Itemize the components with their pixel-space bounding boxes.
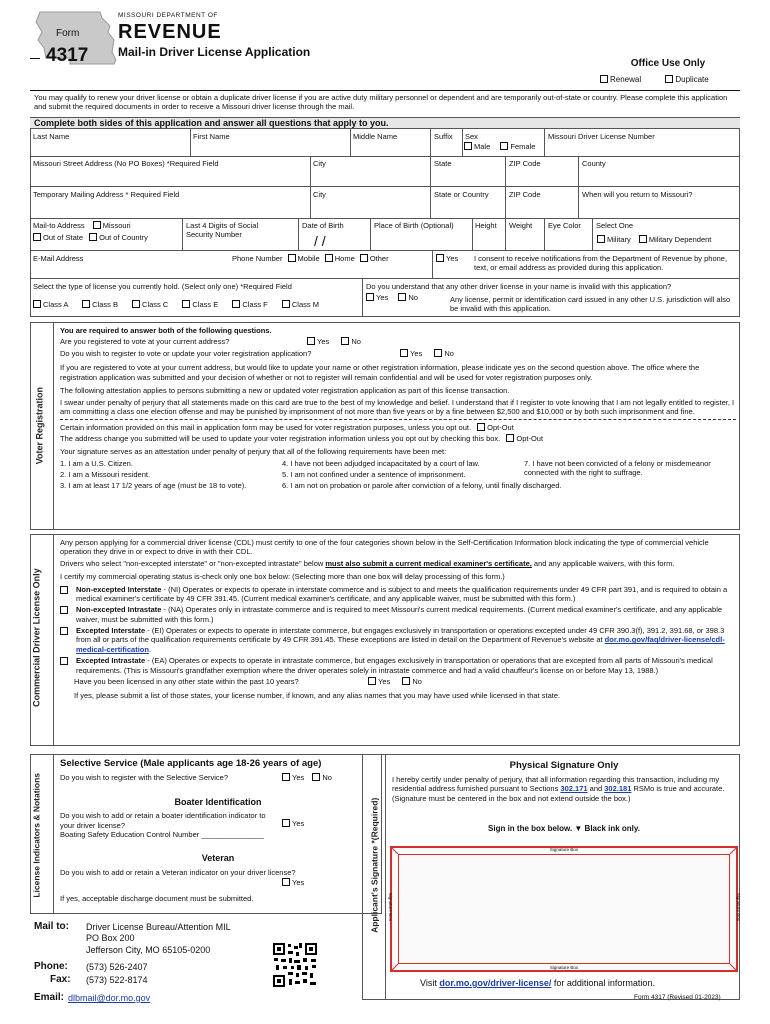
sign-instruction: Sign in the box below. ▼ Black ink only. [488,824,640,833]
class-a-label: Class A [43,300,69,309]
military-dep-checkbox[interactable] [639,235,647,243]
voter-must-answer: You are required to answer both of the following questions. [60,326,272,335]
req-2: 2. I am a Missouri resident. [60,469,151,479]
home-label: Home [334,254,355,263]
voter-q1: Are you registered to vote at your current address? [60,337,230,347]
cdl-ei-title: Excepted Interstate [76,626,146,635]
dob-label: Date of Birth [302,221,344,230]
invalid-no-checkbox[interactable] [398,293,406,301]
first-name-label: First Name [193,132,230,141]
mo-dl-number-label: Missouri Driver License Number [548,132,655,141]
other-checkbox[interactable] [360,254,368,262]
phone-label: Phone Number [232,254,283,263]
voter-q2-no-label: No [444,349,454,359]
cdl-medical-link[interactable]: dor.mo.gov/faq/driver-license/cdl-medical-certification [76,635,725,654]
form-title: Mail-in Driver License Application [118,45,311,59]
invalid-no-label: No [408,293,418,302]
cdl-q-no-label: No [412,676,422,686]
ss-no-label: No [322,772,332,782]
invalid-question: Do you understand that any other driver license in your name is invalid with this application? [366,282,672,291]
military-label: Military [607,235,631,244]
select-one-label: Select One [596,221,634,230]
visit-text-a: Visit [420,978,440,988]
voter-p2: The following attestation applies to persons submitting a new or updated voter registration application as part of this license transaction. [60,386,510,396]
zip-label: ZIP Code [509,159,541,168]
voter-q2-yes-checkbox[interactable] [400,349,408,357]
opt-out-2-checkbox[interactable] [506,434,514,442]
phone-number: (573) 526-2407 [86,962,148,972]
weight-label: Weight [509,221,533,230]
voter-p3: I swear under penalty of perjury that all statements made on this card are true to the best of my knowledge and belief. I understand that if I register to vote knowing that I am not legally entitled to register, I am committing a class one election offense and may be punished by imprisonment of not more than five years or by a fine between $2,500 and $10,000 or by both such imprisonment and fine. [60,397,735,416]
opt-out-2-label: Opt-Out [516,434,544,444]
agency-line: MISSOURI DEPARTMENT OF [118,12,218,19]
office-use-title: Office Use Only [630,58,706,69]
cdl-na-title: Non-excepted Intrastate [76,605,162,615]
signature-title: Physical Signature Only [509,760,619,771]
voter-q2-yes-label: Yes [410,349,423,359]
form-number-dash [30,58,40,59]
cdl-ea-title: Excepted Intrastate [76,656,146,666]
cdl-ni-checkbox[interactable] [60,586,68,594]
req-6: 6. I am not on probation or parole after conviction of a felony, until finally discharged. [282,480,562,490]
temp-zip-label: ZIP Code [509,190,541,199]
fax-label-footer: Fax: [50,974,71,985]
signature-box-bevel [392,848,736,970]
phone-label-footer: Phone: [34,961,68,972]
class-b-checkbox[interactable] [82,300,90,308]
boater-yes-checkbox[interactable] [282,819,290,827]
military-dep-label: Military Dependent [648,235,712,244]
ss-yes-label: Yes [292,772,305,782]
temp-address-label: Temporary Mailing Address * Required Field [33,190,180,199]
revenue-logo: REVENUE [118,21,222,43]
boater-control-number: Boating Safety Education Control Number _______________ [60,829,264,839]
mail-to-label: Mail-to Address [33,221,85,230]
veteran-title: Veteran [201,853,235,864]
voter-p1: If you are registered to vote at your current address, but would like to update your name or other registration information, please indicate yes on the second question above. The office where the registration application was submitted and your decision of whether or not to register will remain confidential and will be used for voter registration purposes only. [60,363,700,382]
ss-question: Do you wish to register with the Selective Service? [60,772,228,782]
opt-out-1-checkbox[interactable] [477,423,485,431]
duplicate-checkbox[interactable] [665,75,673,83]
return-mo-label: When will you return to Missouri? [582,190,693,199]
form-revision: Form 4317 (Revised 01-2023) [634,994,721,1001]
office-use-box [596,58,740,88]
out-of-state-checkbox[interactable] [33,233,41,241]
class-b-label: Class B [92,300,118,309]
ssn-label: Last 4 Digits of Social Security Number [186,221,259,240]
cdl-p3: I certify my commercial operating status is-check only one box below: (Selecting more than one box will delay processing of this form.) [60,572,505,582]
class-a-checkbox[interactable] [33,300,41,308]
mail-missouri-checkbox[interactable] [93,221,101,229]
voter-q2: Do you wish to register to vote or update your voter registration application? [60,349,312,359]
consent-text: I consent to receive notifications from the Department of Revenue by phone, text, or email address as provided during this application. [474,254,728,273]
ss-title: Selective Service (Male applicants age 18-26 years of age) [60,758,322,769]
city-label: City [313,159,326,168]
voter-q1-yes-checkbox[interactable] [307,337,315,345]
visit-text-b: for additional information. [551,978,655,988]
voter-p5: The address change you submitted will be used to update your voter registration information unless you opt out by checking this box. [60,434,501,444]
cdl-ei-checkbox[interactable] [60,627,68,635]
cdl-q-yes-checkbox[interactable] [368,677,376,685]
veteran-note: If yes, acceptable discharge document must be submitted. [60,893,254,903]
sig-cert-b: RSMo is true and accurate. (Signature must be centered in the box and not extend outside the box.) [392,784,725,803]
duplicate-label: Duplicate [675,74,709,84]
cdl-p1: Any person applying for a commercial driver license (CDL) must certify to one of the four categories shown below in the Self-Certification Information block indicating the type of commercial vehicle operation they drive in or expect to drive in with their CDL. [60,538,709,557]
req-3: 3. I am at least 17 1/2 years of age (must be 18 to vote). [60,480,247,490]
height-label: Height [475,221,497,230]
cdl-na-text: - (NA) Operates only in intrastate commerce and is required to meet Missouri's current medical requirements. (Current medical examiner's certificate, and any applicable waiver, must be submitted with this form.) [76,605,723,624]
home-checkbox[interactable] [325,254,333,262]
ss-no-checkbox[interactable] [312,773,320,781]
cdl-ni-title: Non-excepted Interstate [76,584,162,594]
voter-q2-no-checkbox[interactable] [434,349,442,357]
out-of-country-label: Out of Country [99,233,148,242]
voter-side-label: Voter Registration [34,386,45,465]
cdl-side-label: Commercial Driver License Only [31,568,42,707]
mail-to-label-footer: Mail to: [34,921,69,932]
req-7: 7. I have not been convicted of a felony or misdemeanor connected with the right to suffrage. [524,458,711,477]
sex-label: Sex [465,132,478,141]
address-line-1: Driver License Bureau/Attention MIL [86,922,231,932]
voter-q1-yes-label: Yes [317,337,330,347]
cdl-note: If yes, please submit a list of those states, your license number, if known, and any alias names that you may have used while licensed in that state. [74,690,561,700]
instruction-text: Complete both sides of this application and answer all questions that apply to you. [34,118,389,128]
cdl-q-no-checkbox[interactable] [402,677,410,685]
signature-box[interactable] [387,846,741,972]
cdl-na-checkbox[interactable] [60,606,68,614]
voter-p6: Your signature serves as an attestation under penalty of perjury that all of the following requirements have been met: [60,447,447,457]
street-label: Missouri Street Address (No PO Boxes) *Required Field [33,159,219,168]
address-line-3: Jefferson City, MO 65105-0200 [86,944,211,955]
cdl-other-state-q: Have you been licensed in any other state within the past 10 years? [74,676,299,686]
cdl-ea-checkbox[interactable] [60,657,68,665]
class-c-label: Class C [142,300,169,309]
eye-label: Eye Color [548,221,581,230]
signature-side-label: Applicant's Signature *(Required) [369,797,380,933]
ss-yes-checkbox[interactable] [282,773,290,781]
last-name-label: Last Name [33,132,70,141]
email-label: E-Mail Address [33,254,84,263]
req-5: 5. I am not confined under a sentence of imprisonment. [282,469,466,479]
section-302-181-link[interactable]: 302.181 [604,784,632,794]
veteran-yes-label: Yes [292,877,305,887]
voter-p4: Certain information provided on this mail in application form may be used for voter registration purposes, unless you opt out. [60,423,472,433]
instruction-bar [30,117,740,129]
cdl-ni-text: - (NI) Operates or expects to operate in interstate commerce and is subject to and meets the qualification requirements under 49 CFR part 391, and is required to obtain a medical examiner's certificate by 49 CFR 391.45. (Current medical examiner's certificate, and any applicable waiver, must be submitted with this form.) [76,584,728,603]
class-e-checkbox[interactable] [182,300,190,308]
cdl-ei-text: - (EI) Operates or expects to operate in interstate commerce, but engages exclusively in transportation or operations excepted under 49 CFR 390.3(f), 391.2, 391.68, or 398.3 from all or parts of the qualification requirements certificate by 49 CFR 391.45. These exceptions are listed in detail on the Department of Revenue's website at [76,626,725,645]
renewal-label: Renewal [610,74,642,84]
sig-cert-a: I hereby certify under penalty of perjury, that all information regarding this transaction, including my residential address furnished pursuant to Sections [392,775,720,794]
cdl-p2b: must also submit a current medical examiner's certificate, [325,558,532,568]
class-m-checkbox[interactable] [282,300,290,308]
sig-and: and [587,784,605,794]
class-m-label: Class M [291,300,319,309]
email-link[interactable]: dlbmail@dor.mo.gov [68,993,151,1003]
driver-license-link[interactable]: dor.mo.gov/driver-license/ [439,978,552,988]
qr-code[interactable] [272,942,318,988]
indicators-side-label: License Indicators & Notations [31,772,42,898]
form-word: Form [56,28,80,39]
class-f-label: Class F [242,300,268,309]
header-rule [30,90,740,91]
invalid-yes-checkbox[interactable] [366,293,374,301]
veteran-question: Do you wish to add or retain a Veteran indicator on your driver license? [60,867,296,877]
renewal-checkbox[interactable] [600,75,608,83]
sig-box-label-left: Signature Box [387,892,393,921]
other-label: Other [369,254,389,263]
male-checkbox[interactable] [464,142,472,150]
mobile-checkbox[interactable] [288,254,296,262]
temp-city-label: City [313,190,326,199]
mobile-label: Mobile [297,254,320,263]
mail-missouri-label: Missouri [102,221,131,230]
opt-out-1-label: Opt-Out [487,423,514,433]
county-label: County [582,159,606,168]
middle-name-label: Middle Name [353,132,398,141]
voter-q1-no-checkbox[interactable] [341,337,349,345]
cdl-q-yes-label: Yes [378,676,391,686]
out-of-state-label: Out of State [43,233,84,242]
boater-question: Do you wish to add or retain a boater identification indicator to your driver license? [60,811,266,830]
section-302-171-link[interactable]: 302.171 [560,784,588,794]
sig-box-label-right: Signature Box [735,892,741,921]
female-checkbox[interactable] [500,142,508,150]
military-checkbox[interactable] [597,235,605,243]
boater-yes-label: Yes [292,819,305,829]
suffix-label: Suffix [434,132,453,141]
cdl-p2c: and any applicable waivers, with this form. [531,558,675,568]
fax-number: (573) 522-8174 [86,975,148,985]
male-label: Male [474,142,491,151]
class-c-checkbox[interactable] [132,300,140,308]
dob-slashes: / / [314,233,326,249]
sig-box-label-bottom: Signature Box [549,965,579,971]
state-country-label: State or Country [434,190,489,199]
cdl-ea-text: - (EA) Operates or expects to operate in intrastate commerce, but engages exclusively in transportation or operations that are excepted from all parts of Missouri's medical requirements. (This is Missouri's grandfather exemption where the driver operates solely in intrastate commerce and had a valid chauffeur's license on or before May 13, 1988.) [76,656,713,675]
pob-label: Place of Birth (Optional) [374,221,454,230]
boater-title: Boater Identification [174,796,262,807]
class-f-checkbox[interactable] [232,300,240,308]
req-1: 1. I am a U.S. Citizen. [60,458,133,468]
out-of-country-checkbox[interactable] [89,233,97,241]
state-label: State [434,159,452,168]
form-number: 4317 [46,45,89,66]
address-line-2: PO Box 200 [86,933,135,944]
license-type-label: Select the type of license you currently hold. (Select only one) *Required Field [33,282,292,291]
veteran-yes-checkbox[interactable] [282,878,290,886]
email-label-footer: Email: [34,992,65,1003]
req-4: 4. I have not been adjudged incapacitated by a court of law. [282,458,480,468]
invalid-note: Any license, permit or identification card issued in any other U.S. jurisdiction will also be invalid with this application. [450,295,731,314]
voter-divider [60,419,736,420]
cdl-p2a: Drivers who select "non-excepted interstate" or "non-excepted intrastate" below [60,558,326,568]
consent-yes-label: Yes [446,254,459,263]
class-e-label: Class E [192,300,219,309]
female-label: Female [510,142,536,151]
consent-checkbox[interactable] [436,254,444,262]
intro-text: You may qualify to renew your driver license or obtain a duplicate driver license if you are active duty military personnel or dependent and are temporarily out-of-state or country. Please complete this application and submit the required documents in order to receive a Missouri driver license through the mail. [34,93,728,112]
invalid-yes-label: Yes [376,293,389,302]
voter-q1-no-label: No [351,337,361,347]
sig-box-label-top: Signature Box [549,847,579,852]
